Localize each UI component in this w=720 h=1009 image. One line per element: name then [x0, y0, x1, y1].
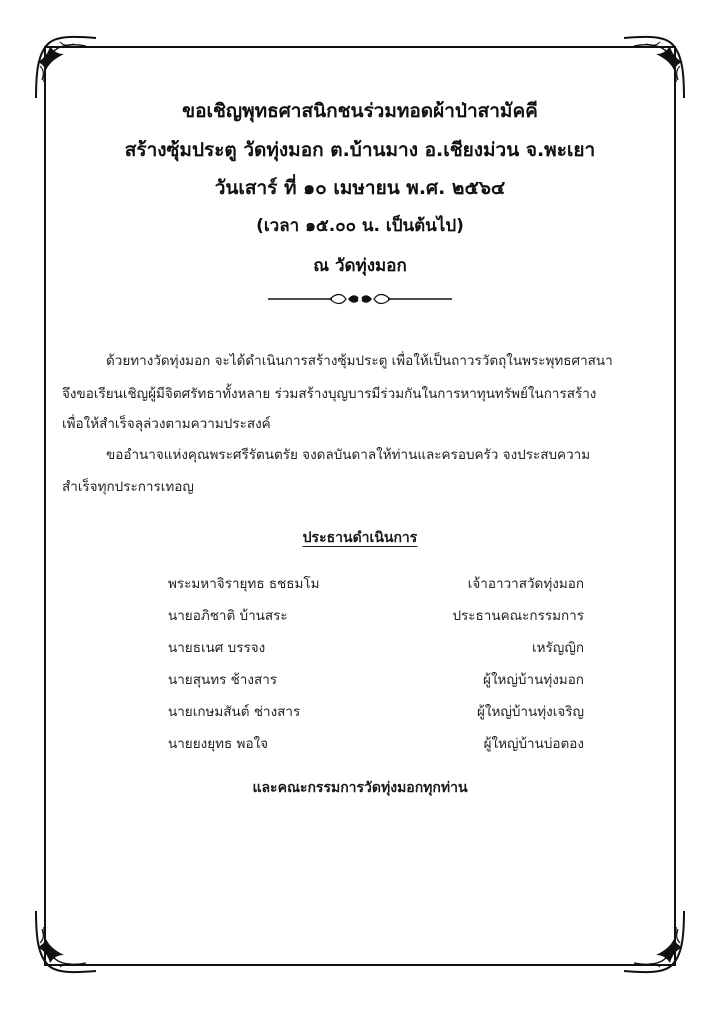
paragraph-1-line-3: เพื่อให้สำเร็จลุล่วงตามความประสงค์ [62, 416, 271, 432]
member-role: ผู้ใหญ่บ้านทุ่งมอก [483, 672, 584, 688]
member-name: พระมหาจิรายุทธ ธชธมโม [168, 576, 320, 592]
member-name: นายเกษมสันต์ ช่างสาร [168, 704, 301, 720]
committee-member [168, 700, 584, 732]
member-name: นายสุนทร ช้างสาร [168, 672, 278, 688]
committee-list [168, 572, 584, 764]
committee-member [168, 732, 584, 764]
invitation-title: ขอเชิญพุทธศาสนิกชนร่วมทอดผ้าป่าสามัคคี [182, 100, 538, 122]
committee-heading-text: ประธานดำเนินการ [302, 530, 418, 546]
member-name: นายยงยุทธ พอใจ [168, 736, 269, 752]
paragraph-2-line-2: สำเร็จทุกประการเทอญ [62, 479, 194, 495]
member-role: ผู้ใหญ่บ้านบ่อตอง [483, 736, 584, 752]
corner-ornament-bottom-left [30, 907, 100, 977]
corner-ornament-bottom-right [620, 907, 690, 977]
event-date: วันเสาร์ ที่ ๑๐ เมษายน พ.ศ. ๒๕๖๔ [214, 177, 506, 199]
event-time: (เวลา ๑๕.๐๐ น. เป็นต้นไป) [256, 216, 464, 236]
paragraph-1-line-2: จึงขอเรียนเชิญผู้มีจิตศรัทธาทั้งหลาย ร่วมสร้างบุญบารมีร่วมกันในการหาทุนทรัพย์ในการสร้าง [62, 386, 597, 402]
member-role: เจ้าอาวาสวัดทุ่งมอก [467, 576, 584, 592]
member-role: ผู้ใหญ่บ้านทุ่งเจริญ [476, 704, 584, 720]
committee-member [168, 604, 584, 636]
committee-member [168, 636, 584, 668]
event-venue: ณ วัดทุ่งมอก [313, 256, 407, 276]
closing-line: และคณะกรรมการวัดทุ่งมอกทุกท่าน [252, 780, 468, 796]
committee-heading [0, 527, 720, 549]
project-location: สร้างซุ้มประตู วัดทุ่งมอก ต.บ้านมาง อ.เชียงม่วน จ.พะเยา [124, 139, 596, 161]
committee-member [168, 668, 584, 700]
corner-ornament-top-left [30, 32, 100, 102]
member-name: นายอภิชาติ บ้านสระ [168, 608, 288, 624]
member-role: เหรัญญิก [532, 640, 584, 656]
paragraph-1-line-1: ด้วยทางวัดทุ่งมอก จะได้ดำเนินการสร้างซุ้มประตู เพื่อให้เป็นถาวรวัตถุในพระพุทธศาสนา [106, 353, 613, 369]
committee-member [168, 572, 584, 604]
member-name: นายธเนศ บรรจง [168, 640, 266, 656]
corner-ornament-top-right [620, 32, 690, 102]
member-role: ประธานคณะกรรมการ [452, 608, 584, 624]
ornamental-divider [268, 291, 452, 307]
paragraph-2-line-1: ขออำนาจแห่งคุณพระศรีรัตนตรัย จงดลบันดาลให้ท่านและครอบครัว จงประสบความ [106, 447, 591, 463]
